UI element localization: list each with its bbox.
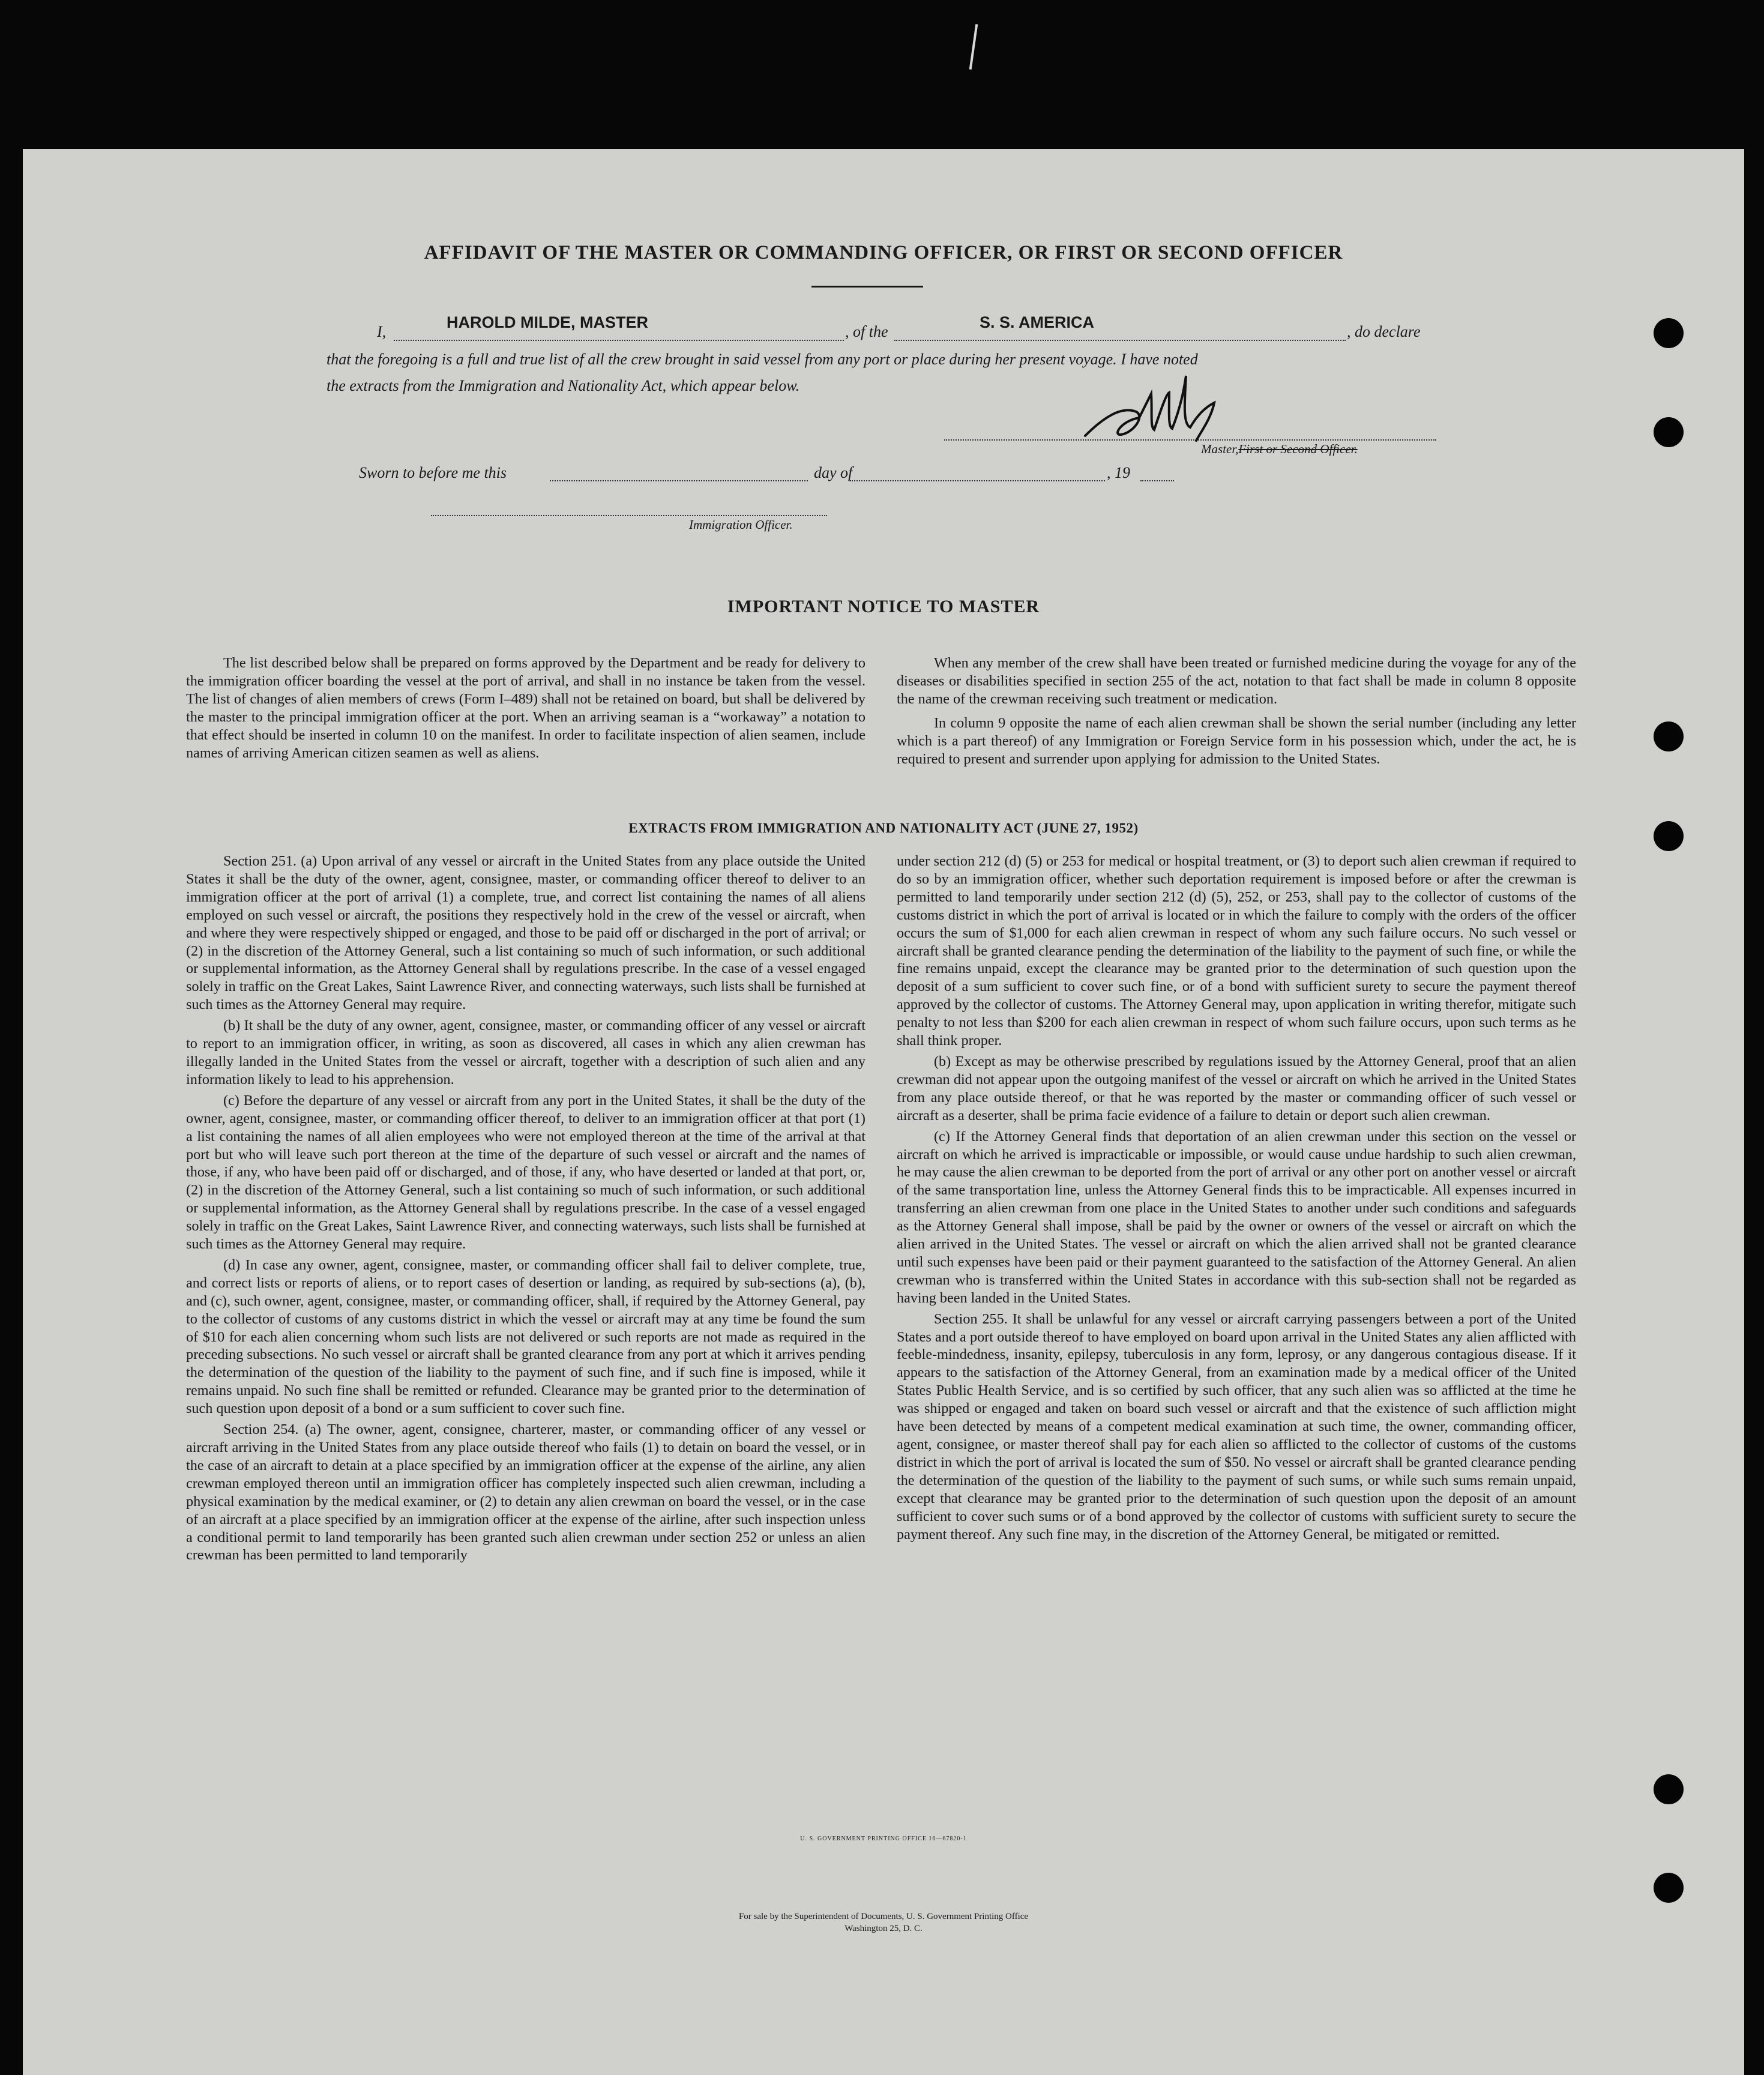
punch-hole bbox=[1654, 318, 1684, 348]
signature bbox=[1079, 370, 1235, 448]
title-rule bbox=[811, 286, 923, 288]
sale-line: For sale by the Superintendent of Documents, U. S. Government Printing Office Washington 25, D. C. bbox=[738, 1912, 1029, 1933]
struck-caption: First or Second Officer. bbox=[1238, 442, 1358, 456]
day-fill-line bbox=[850, 480, 1105, 481]
punch-hole bbox=[1654, 1873, 1684, 1903]
do-declare-label: , do declare bbox=[1347, 323, 1421, 340]
notice-title: IMPORTANT NOTICE TO MASTER bbox=[727, 597, 1040, 616]
day-of-label: day of bbox=[814, 464, 853, 481]
notice-right-column bbox=[897, 654, 1576, 774]
sworn-fill-line bbox=[550, 480, 808, 481]
name-fill-line bbox=[394, 340, 844, 341]
notice-right-paragraph-2: In column 9 opposite the name of each alien crewman shall be shown the serial number (including any letter which is a part thereof) of any Immigration or Foreign Service form in his possession which, under the act, he is required to present and surrender upon applying for admission to the United States. bbox=[897, 714, 1576, 767]
extract-paragraph: (b) It shall be the duty of any owner, agent, consignee, master, or commanding officer of any vessel or aircraft to report to an immigration officer, in writing, as soon as discovered, all cases in which any alien crewman has illegally landed in the United States from the vessel or aircraft, together with a description of such alien and any information likely to lead to his apprehension. bbox=[186, 1017, 865, 1088]
extract-paragraph: (c) If the Attorney General finds that deportation of an alien crewman under this section on the vessel or aircraft on which he arrived is impracticable or impossible, or would cause undue hardship to such alien crewman, he may cause the alien crewman to be deported from the port of arrival or any other port on another vessel or aircraft of the same transportation line, unless the Attorney General finds this to be impracticable. All expenses incurred in transferring an alien crewman from one place in the United States to another under such conditions and safeguards as the Attorney General shall impose, shall be paid by the owner or owners of the vessel or aircraft on which the alien arrived in the United States. The vessel or aircraft on which the alien arrived shall not be granted clearance until such expenses have been paid or their payment guaranteed to the satisfaction of the Attorney General. An alien crewman who is transferred within the United States in accordance with this sub-section shall not be regarded as having been landed in the United States. bbox=[897, 1128, 1576, 1306]
notice-right-paragraph-1: When any member of the crew shall have been treated or furnished medicine during the voyage for any of the diseases or disabilities specified in section 255 of the act, notation to that fact shall be made in column 8 opposite the name of the crewman receiving such treatment or medication. bbox=[897, 655, 1576, 707]
vessel-fill-line bbox=[894, 340, 1346, 341]
extract-paragraph: (c) Before the departure of any vessel or aircraft from any port in the United States, it shall be the duty of the owner, agent, consignee, master, or commanding officer thereof, to deliver to an immigration officer at that port (1) a list containing the names of all alien employees who were not employed thereon at the time of the arrival at that port but who will leave such port thereon at the time of the departure of such vessel or aircraft and the names of those, if any, who have been paid off or discharged, and of those, if any, who have deserted or landed at that port, or, (2) in the discretion of the Attorney General, such a list containing so much of such information, or such additional or supplemental information, as the Attorney General shall by regulations prescribe. In the case of a vessel engaged solely in traffic on the Great Lakes, Saint Lawrence River, and connecting waterways, such lists shall be furnished at such times as the Attorney General may require. bbox=[186, 1092, 865, 1253]
printer-line: U. S. GOVERNMENT PRINTING OFFICE 16—67820-1 bbox=[800, 1836, 967, 1842]
affidavit-title: AFFIDAVIT OF THE MASTER OR COMMANDING OFFICER, OR FIRST OR SECOND OFFICER bbox=[424, 242, 1343, 264]
punch-hole bbox=[1654, 721, 1684, 751]
extract-paragraph: Section 254. (a) The owner, agent, consignee, charterer, master, or commanding officer of any vessel or aircraft arriving in the United States from any place outside thereof who fails (1) to detain on board the vessel, or in the case of an aircraft to detain at a place specified by an immigration officer at the expense of the airline, any alien crewman employed thereon until an immigration officer has completely inspected such alien crewman, including a physical examination by the medical examiner, or (2) to detain any alien crewman on board the vessel, or in the case of an aircraft at a place specified by an immigration officer at the expense of the airline, after such inspection unless a conditional permit to land temporarily has been granted such alien crewman under section 252 or unless an alien crewman has been permitted to land temporarily bbox=[186, 1421, 865, 1564]
immigration-officer-line bbox=[431, 515, 827, 516]
vessel-name: S. S. AMERICA bbox=[980, 313, 1095, 331]
punch-hole bbox=[1654, 417, 1684, 447]
extracts-title: EXTRACTS FROM IMMIGRATION AND NATIONALITY ACT (JUNE 27, 1952) bbox=[628, 821, 1139, 836]
year-label: , 19 bbox=[1107, 464, 1130, 481]
extract-paragraph: (b) Except as may be otherwise prescribed by regulations issued by the Attorney General, proof that an alien crewman did not appear upon the outgoing manifest of the vessel or aircraft on which he arrived in the United States from any place outside thereof, or that he was reported by the master or commanding officer of such vessel or aircraft as a deserter, shall be prima facie evidence of a failure to detain or deport such alien crewman. bbox=[897, 1053, 1576, 1124]
i-label: I, bbox=[377, 323, 387, 340]
scan-mark bbox=[969, 24, 978, 70]
extract-paragraph: Section 251. (a) Upon arrival of any vessel or aircraft in the United States from any place outside the United States it shall be the duty of the owner, agent, consignee, master, or commanding officer thereof to deliver to an immigration officer at the port of arrival (1) a complete, true, and correct list containing the names of all aliens employed on such vessel or aircraft, the positions they respectively hold in the crew of the vessel or aircraft, when and where they were respectively shipped or engaged, and those to be paid off or discharged in the port of arrival; or (2) in the discretion of the Attorney General, such a list containing so much of such information, or such additional or supplemental information, as the Attorney General shall by regulations prescribe. In the case of a vessel engaged solely in traffic on the Great Lakes, Saint Lawrence River, and connecting waterways, such lists shall be furnished at such times as the Attorney General may require. bbox=[186, 853, 865, 1013]
extract-paragraph: (d) In case any owner, agent, consignee, master, or commanding officer shall fail to deliver complete, true, and correct lists or reports of aliens, or to report cases of desertion or landing, as required by sub-sections (a), (b), and (c), such owner, agent, consignee, master, or commanding officer, shall, if required by the Attorney General, pay to the collector of customs of any customs district in which the vessel or aircraft may at any time be found the sum of $10 for each alien concerning whom such lists are not delivered or such reports are not made as required in the preceding subsections. No such vessel or aircraft shall be granted clearance from any port at which it arrives pending the determination of the question of the liability to the payment of such fine, and if such fine is imposed, while it remains unpaid. No such fine shall be remitted or refunded. Clearance may be granted prior to the determination of such question upon deposit of a bond or a sum sufficient to cover such fine. bbox=[186, 1256, 865, 1417]
extract-paragraph: under section 212 (d) (5) or 253 for medical or hospital treatment, or (3) to deport such alien crewman if required to do so by an immigration officer, whether such deportation requirement is imposed before or after the crewman is permitted to land temporarily under section 212 (d) (5), 252, or 253, shall pay to the collector of customs of the customs district in which the port of arrival is located or in which the failure to comply with the orders of the officer occurs the sum of $1,000 for each alien crewman in respect of whom any such failure occurs. No such vessel or aircraft shall be granted clearance pending the determination of the liability to the payment of such fine, or while the fine remains unpaid, except the clearance may be granted prior to the determination of such question upon the deposit of a sum sufficient to cover such fine, or of a bond with sufficient surety to secure the payment thereof approved by the collector of customs. The Attorney General may, upon application in writing therefor, mitigate such penalty to not less than $200 for each alien crewman in respect of whom such failure occurs, upon such terms as he shall think proper. bbox=[897, 853, 1576, 1049]
document-page bbox=[23, 149, 1744, 2075]
extracts-right-column bbox=[897, 852, 1576, 1546]
master-caption: Master, bbox=[1201, 442, 1239, 456]
master-name: HAROLD MILDE, MASTER bbox=[447, 313, 648, 331]
immigration-officer-label: Immigration Officer. bbox=[689, 517, 793, 532]
of-the-label: , of the bbox=[845, 323, 888, 340]
notice-left-column bbox=[186, 654, 865, 768]
extract-paragraph: Section 255. It shall be unlawful for any vessel or aircraft carrying passengers between a port of the United States and a port outside thereof to have employed on board upon arrival in the United States any alien afflicted with feeble-mindedness, insanity, epilepsy, tuberculosis in any form, leprosy, or any dangerous contagious disease. If it appears to the satisfaction of the Attorney General, from an examination made by a medical officer of the United States Public Health Service, and is so certified by such officer, that any such alien was so afflicted at the time he was shipped or engaged and taken on board such vessel or aircraft and that the existence of such affliction might have been detected by means of a competent medical examination at such time, the owner, commanding officer, agent, consignee, or master thereof shall pay for each alien so afflicted to the collector of customs of the customs district in which the port of arrival is located the sum of $50. No vessel or aircraft shall be granted clearance pending the determination of the question of the liability to the payment of such sums, or while such sums remain unpaid, except that clearance may be granted prior to the determination of such question upon the deposit of an amount sufficient to cover such sums or of a bond approved by the collector of customs with sufficient surety to secure the payment thereof. Any such fine may, in the discretion of the Attorney General, be mitigated or remitted. bbox=[897, 1310, 1576, 1543]
signature-caption bbox=[1201, 442, 1358, 457]
statement-line-2: the extracts from the Immigration and Nationality Act, which appear below. bbox=[327, 377, 800, 394]
year-fill-line bbox=[1140, 480, 1174, 481]
punch-hole bbox=[1654, 1774, 1684, 1804]
extracts-left-column bbox=[186, 852, 865, 1567]
sworn-label: Sworn to before me this bbox=[359, 464, 507, 481]
statement-line-1: that the foregoing is a full and true list of all the crew brought in said vessel from any port or place during her present voyage. I have noted bbox=[327, 351, 1198, 368]
notice-left-paragraph: The list described below shall be prepared on forms approved by the Department and be ready for delivery to the immigration officer boarding the vessel at the port of arrival, and shall in no instance be taken from the vessel. The list of changes of alien members of crews (Form I–489) shall not be retained on board, but shall be delivered by the master to the principal immigration officer at the port. When an arriving seaman is a “workaway” a notation to that effect should be inserted in column 10 on the manifest. In order to facilitate inspection of alien seamen, include names of arriving American citizen seamen as well as aliens. bbox=[186, 655, 865, 761]
